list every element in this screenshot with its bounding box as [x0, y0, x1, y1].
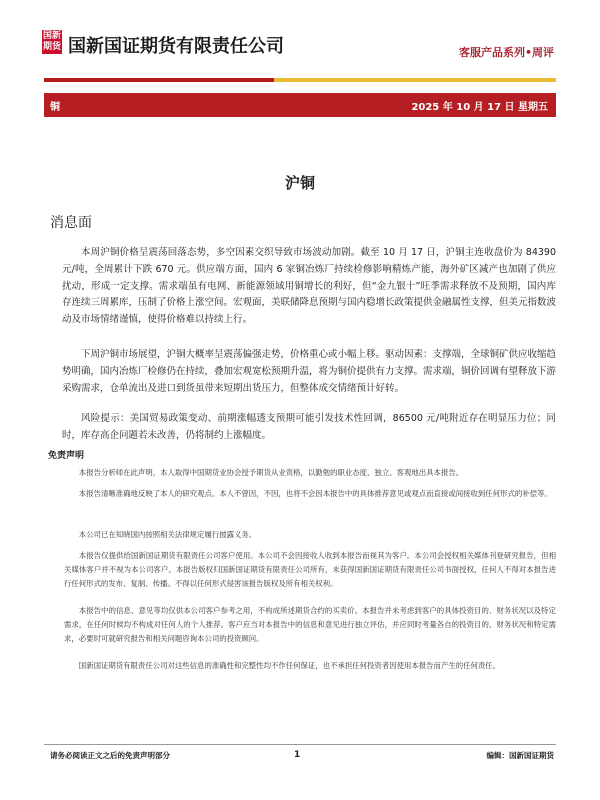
disclaimer-title: 免责声明 — [48, 451, 85, 461]
disclaimer-item: 本报告清晰准确地反映了本人的研究观点。本人不曾因，不因，也将不会因本报告中的具体推荐意见或观点而直接或间接收到任何形式的补偿等。 — [78, 489, 552, 498]
disclaimer-item: 本公司已在知晓国内按照相关法律规定履行披露义务。 — [78, 530, 257, 539]
news-paragraph-3: 风险提示：美国贸易政策变动、前期涨幅透支预期可能引发技术性回调，86500 元/吨附近存在明显压力位；同时，库存高企问题若未改善，仍将制约上涨幅度。 — [62, 413, 556, 441]
report-date: 2025 年 10 月 17 日 星期五 — [411, 102, 548, 113]
disclaimer-item: 本报告中的信息、意见等均仅供本公司客户参考之用，不构成所述期货合约的买卖价。本报告并未考虑到客户的具体投资目的、财务状况以及特定需求，在任何时候均不构成对任何人的个人推荐。客户应当对本报告中的信息和意见进行独立评估，并应同时考量各自的投资目的、财务状况和特定需求，必要时可就研究报告和相关问题咨询本公司的投资顾问。 — [64, 606, 556, 643]
disclaimer-item: 本报告分析师在此声明，本人取得中国期货业协会授予期货从业资格，以勤勉的职业态度、独立、客观地出具本报告。 — [78, 468, 464, 477]
section-heading: 消息面 — [50, 215, 92, 231]
company-logo: 国新 期货 — [42, 31, 61, 52]
news-paragraph-2: 下周沪铜市场展望，沪铜大概率呈震荡偏强走势，价格重心或小幅上移。驱动因素：支撑端，全球铜矿供应收缩趋势明确，国内冶炼厂检修仍在持续，叠加宏观宽松预期升温，将为铜价提供有力支撑。需求端，铜价回调有望释放下游采购需求，仓单流出及进口到货虽带来短期出货压力，但整体成交情绪预计好转。 — [62, 349, 557, 394]
news-paragraph-1: 本周沪铜价格呈震荡回落态势，多空因素交织导致市场波动加剧。截至 10 月 17 日，沪铜主连收盘价为 84390 元/吨，全周累计下跌 670 元。供应端方面，国内 6 家铜冶炼厂持续检修影响精炼产能，海外矿区减产也加剧了供应扰动，形成一定支撑。需求端虽有电网、新能源领域用铜增长的利好，但“金九银十”旺季需求释放不及预期，国内库存连续三周累库，压制了价格上涨空间。宏观面，美联储降息预期与国内稳增长政策提供金融属性支撑，但美元指数波动及市场情绪谨慎，使得价格难以持续上行。 — [62, 247, 557, 326]
page-header — [0, 0, 600, 82]
disclaimer-item: 本报告仅提供给国新国证期货有限责任公司客户使用。本公司不会因接收人收到本报告而视其为客户。本公司会授权相关媒体刊登研究报告，但相关媒体客户并不视为本公司客户。本报告版权归国新国证期货有限责任公司所有，未获得国新国证期货有限责任公司书面授权，任何人不得对本报告进行任何形式的发布、复制、传播。不得以任何形式侵害该报告版权及所有相关权利。 — [64, 551, 556, 588]
header-stripe-red — [44, 78, 274, 82]
topic-bar — [44, 93, 556, 117]
footer-disclaimer-note: 请务必阅读正文之后的免责声明部分 — [50, 751, 170, 760]
disclaimer-item: 国新国证期货有限责任公司对这些信息的准确性和完整性均不作任何保证，也不承担任何投资者因使用本报告而产生的任何责任。 — [78, 661, 501, 670]
header-stripe-gold — [274, 78, 556, 82]
footer-divider — [44, 744, 556, 745]
page-number: 1 — [294, 750, 301, 760]
company-name: 国新国证期货有限责任公司 — [68, 36, 284, 57]
report-title: 沪铜 — [284, 174, 315, 192]
series-label: 客服产品系列•周评 — [458, 46, 554, 59]
footer-editor: 编辑：国新国证期货 — [486, 751, 554, 760]
topic-label: 铜 — [50, 102, 60, 113]
